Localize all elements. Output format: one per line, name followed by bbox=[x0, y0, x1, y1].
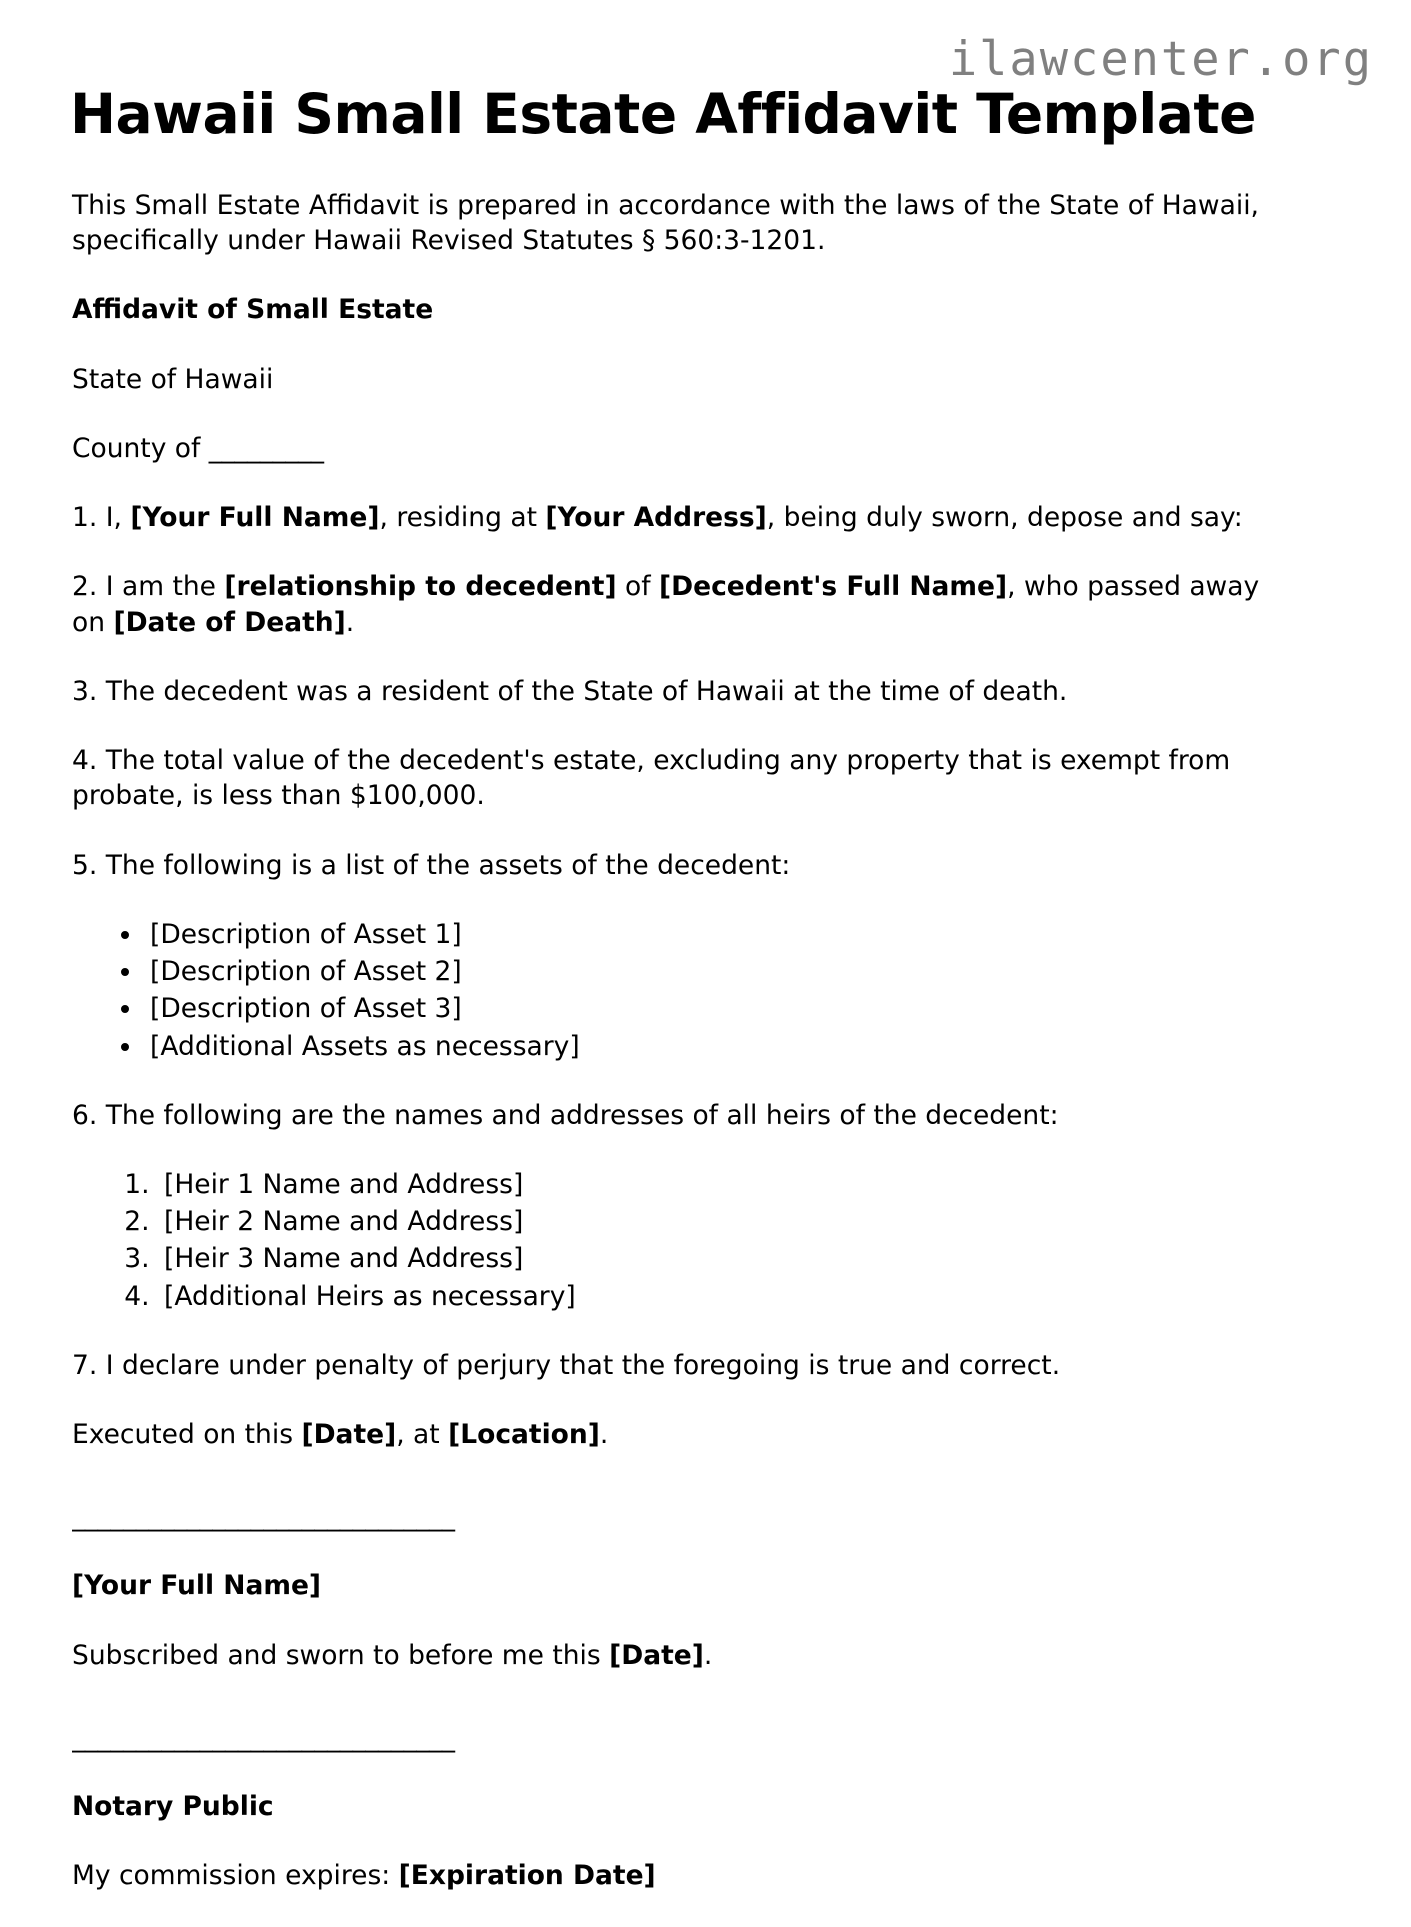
list-item[interactable]: • [Description of Asset 1] bbox=[144, 917, 1312, 952]
clause-1-text-c: , being duly sworn, depose and say: bbox=[766, 502, 1243, 534]
executed-text-c: . bbox=[599, 1419, 609, 1451]
sworn-date-placeholder[interactable]: [Date] bbox=[609, 1639, 704, 1671]
your-address-placeholder[interactable]: [Your Address] bbox=[545, 502, 767, 534]
clause-4 bbox=[72, 743, 1272, 813]
clause-5 bbox=[72, 848, 1272, 883]
affidavit-subheading: Affidavit of Small Estate bbox=[72, 294, 434, 326]
sworn-line bbox=[72, 1638, 1272, 1673]
clause-7-text: 7. I declare under penalty of perjury that the foregoing is true and correct. bbox=[72, 1349, 1061, 1381]
state-line bbox=[72, 362, 1272, 397]
assets-list bbox=[72, 917, 1312, 1064]
page-title: Hawaii Small Estate Affidavit Template bbox=[70, 82, 1256, 146]
list-item[interactable]: • [Description of Asset 3] bbox=[144, 991, 1312, 1026]
county-blank-field[interactable]: _________ bbox=[208, 432, 324, 464]
list-item[interactable]: 2. [Heir 2 Name and Address] bbox=[158, 1204, 1312, 1239]
notary-signature-line[interactable]: ______________________________ bbox=[72, 1722, 455, 1753]
clause-2 bbox=[72, 569, 1272, 639]
executed-line bbox=[72, 1417, 1272, 1452]
clause-5-text: 5. The following is a list of the assets of the decedent: bbox=[72, 849, 791, 881]
clause-3 bbox=[72, 674, 1272, 709]
affiant-name-placeholder[interactable]: [Your Full Name] bbox=[72, 1570, 322, 1602]
county-line bbox=[72, 431, 1272, 466]
heirs-list bbox=[72, 1167, 1312, 1314]
list-item[interactable]: • [Description of Asset 2] bbox=[144, 954, 1312, 989]
executed-location-placeholder[interactable]: [Location] bbox=[448, 1419, 600, 1451]
executed-date-placeholder[interactable]: [Date] bbox=[301, 1419, 397, 1451]
list-item[interactable]: • [Additional Assets as necessary] bbox=[144, 1029, 1312, 1064]
clause-2-number: 2. bbox=[72, 571, 98, 603]
executed-text-b: , at bbox=[396, 1419, 440, 1451]
clause-2-text-a: I am the bbox=[105, 571, 216, 603]
clause-1 bbox=[72, 500, 1272, 535]
clause-6-text: 6. The following are the names and addresses of all heirs of the decedent: bbox=[72, 1099, 1059, 1131]
clause-1-text-a: I, bbox=[105, 502, 122, 534]
clause-6 bbox=[72, 1098, 1272, 1133]
your-full-name-placeholder[interactable]: [Your Full Name] bbox=[130, 502, 380, 534]
relationship-placeholder[interactable]: [relationship to decedent] bbox=[224, 571, 617, 603]
clause-2-text-d: . bbox=[345, 606, 355, 638]
intro-paragraph bbox=[72, 188, 1272, 258]
commission-text: My commission expires: bbox=[72, 1860, 391, 1892]
state-text: State of Hawaii bbox=[72, 363, 274, 395]
intro-text: This Small Estate Affidavit is prepared in accordance with the laws of the State of Hawaii, specifically under Hawaii Revised Statutes § 560:3-1201. bbox=[72, 190, 1259, 257]
clause-1-text-b: , residing at bbox=[379, 502, 537, 534]
clause-2-text-c: , who passed away on bbox=[72, 571, 1260, 638]
clause-4-text: 4. The total value of the decedent's estate, excluding any property that is exempt from probate, is less than $100,000. bbox=[72, 745, 1231, 812]
date-of-death-placeholder[interactable]: [Date of Death] bbox=[113, 606, 346, 638]
county-label: County of bbox=[72, 432, 201, 464]
document-body bbox=[72, 188, 1312, 1927]
site-watermark: ilawcenter.org bbox=[948, 32, 1373, 87]
affiant-signature-line[interactable]: ______________________________ bbox=[72, 1502, 455, 1533]
expiration-date-placeholder[interactable]: [Expiration Date] bbox=[398, 1860, 656, 1892]
sworn-text-b: . bbox=[703, 1639, 713, 1671]
clause-2-text-b: of bbox=[625, 571, 651, 603]
clause-1-number: 1. bbox=[72, 502, 98, 534]
executed-text-a: Executed on this bbox=[72, 1419, 294, 1451]
notary-public-label: Notary Public bbox=[72, 1790, 274, 1822]
decedent-name-placeholder[interactable]: [Decedent's Full Name] bbox=[658, 571, 1008, 603]
clause-3-text: 3. The decedent was a resident of the State of Hawaii at the time of death. bbox=[72, 675, 1068, 707]
list-item[interactable]: 3. [Heir 3 Name and Address] bbox=[158, 1241, 1312, 1276]
clause-7 bbox=[72, 1348, 1272, 1383]
commission-line bbox=[72, 1858, 1272, 1893]
list-item[interactable]: 1. [Heir 1 Name and Address] bbox=[158, 1167, 1312, 1202]
sworn-text-a: Subscribed and sworn to before me this bbox=[72, 1639, 601, 1671]
list-item[interactable]: 4. [Additional Heirs as necessary] bbox=[158, 1279, 1312, 1314]
